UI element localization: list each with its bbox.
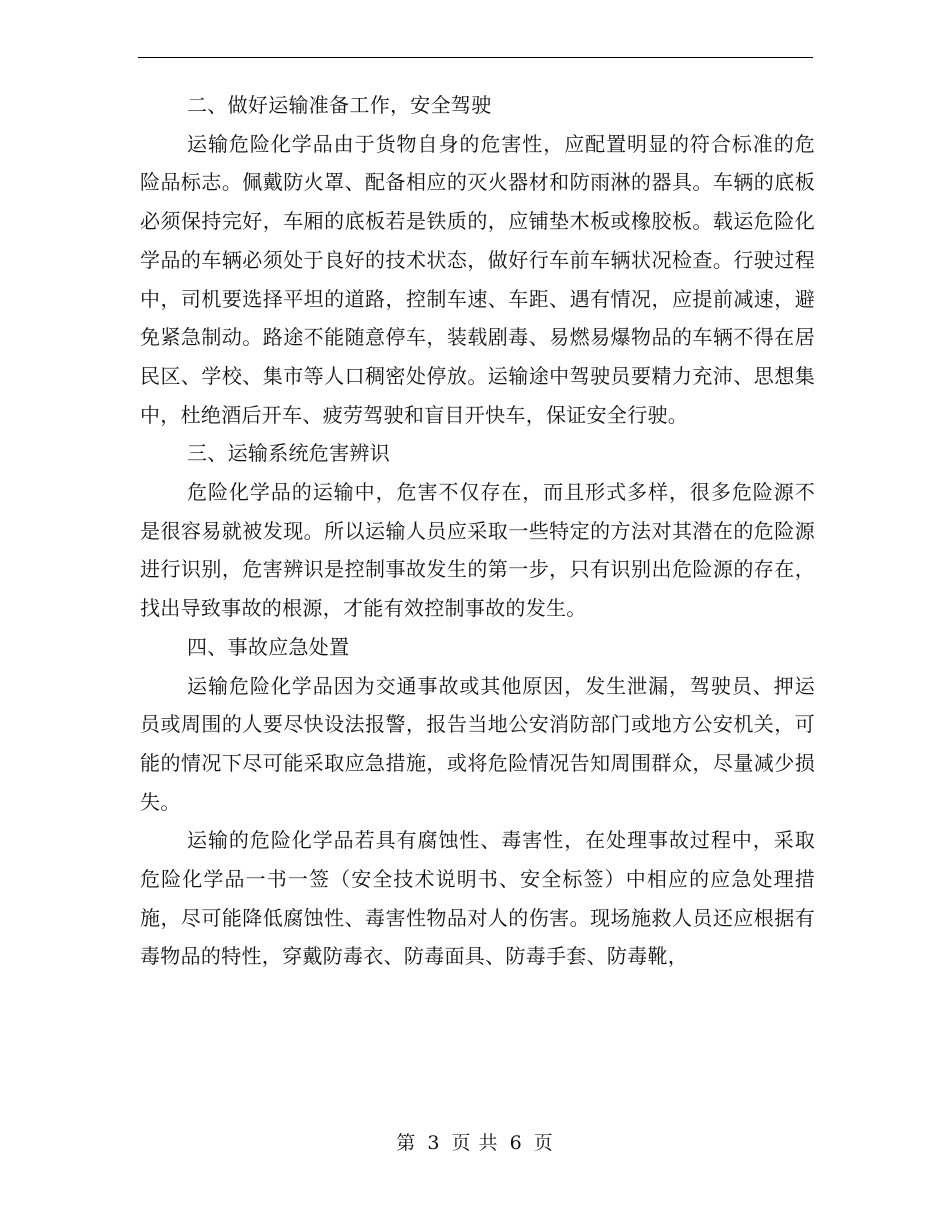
footer-current-page: 3 <box>427 1132 441 1154</box>
document-body <box>140 86 815 976</box>
section-heading-2: 二、做好运输准备工作，安全驾驶 <box>187 93 492 117</box>
section-heading-3: 三、运输系统危害辨识 <box>187 441 390 466</box>
section-heading-4: 四、事故应急处置 <box>187 634 350 659</box>
section-3-paragraph-1: 危险化学品的运输中，危害不仅存在，而且形式多样，很多危险源不是很容易就被发现。所以运输人员应采取一些特定的方法对其潜在的危险源进行识别，危害辨识是控制事故发生的第一步，只有识别出危险源的存在，找出导致事故的根源，才能有效控制事故的发生。 <box>140 480 815 621</box>
footer-prefix: 第 <box>396 1132 417 1154</box>
footer-mid: 页 共 <box>451 1132 499 1154</box>
section-4-paragraph-1: 运输危险化学品因为交通事故或其他原因，发生泄漏，驾驶员、押运员或周围的人要尽快设法报警，报告当地公安消防部门或地方公安机关，可能的情况下尽可能采取应急措施，或将危险情况告知周围群众，尽量减少损失。 <box>140 673 815 814</box>
section-4-paragraph-2: 运输的危险化学品若具有腐蚀性、毒害性，在处理事故过程中，采取危险化学品一书一签（安全技术说明书、安全标签）中相应的应急处理措施，尽可能降低腐蚀性、毒害性物品对人的伤害。现场施救人员还应根据有毒物品的特性，穿戴防毒衣、防毒面具、防毒手套、防毒靴， <box>140 828 815 969</box>
page-footer <box>0 1130 950 1156</box>
section-2-paragraph-1: 运输危险化学品由于货物自身的危害性，应配置明显的符合标准的危险品标志。佩戴防火罩、配备相应的灭火器材和防雨淋的器具。车辆的底板必须保持完好，车厢的底板若是铁质的，应铺垫木板或橡胶板。载运危险化学品的车辆必须处于良好的技术状态，做好行车前车辆状况检查。行驶过程中，司机要选择平坦的道路，控制车速、车距、遇有情况，应提前减速，避免紧急制动。路途不能随意停车，装载剧毒、易燃易爆物品的车辆不得在居民区、学校、集市等人口稠密处停放。运输途中驾驶员要精力充沛、思想集中，杜绝酒后开车、疲劳驾驶和盲目开快车，保证安全行驶。 <box>140 131 815 427</box>
footer-total-pages: 6 <box>509 1132 523 1154</box>
header-rule <box>138 57 813 58</box>
footer-suffix: 页 <box>533 1132 554 1154</box>
